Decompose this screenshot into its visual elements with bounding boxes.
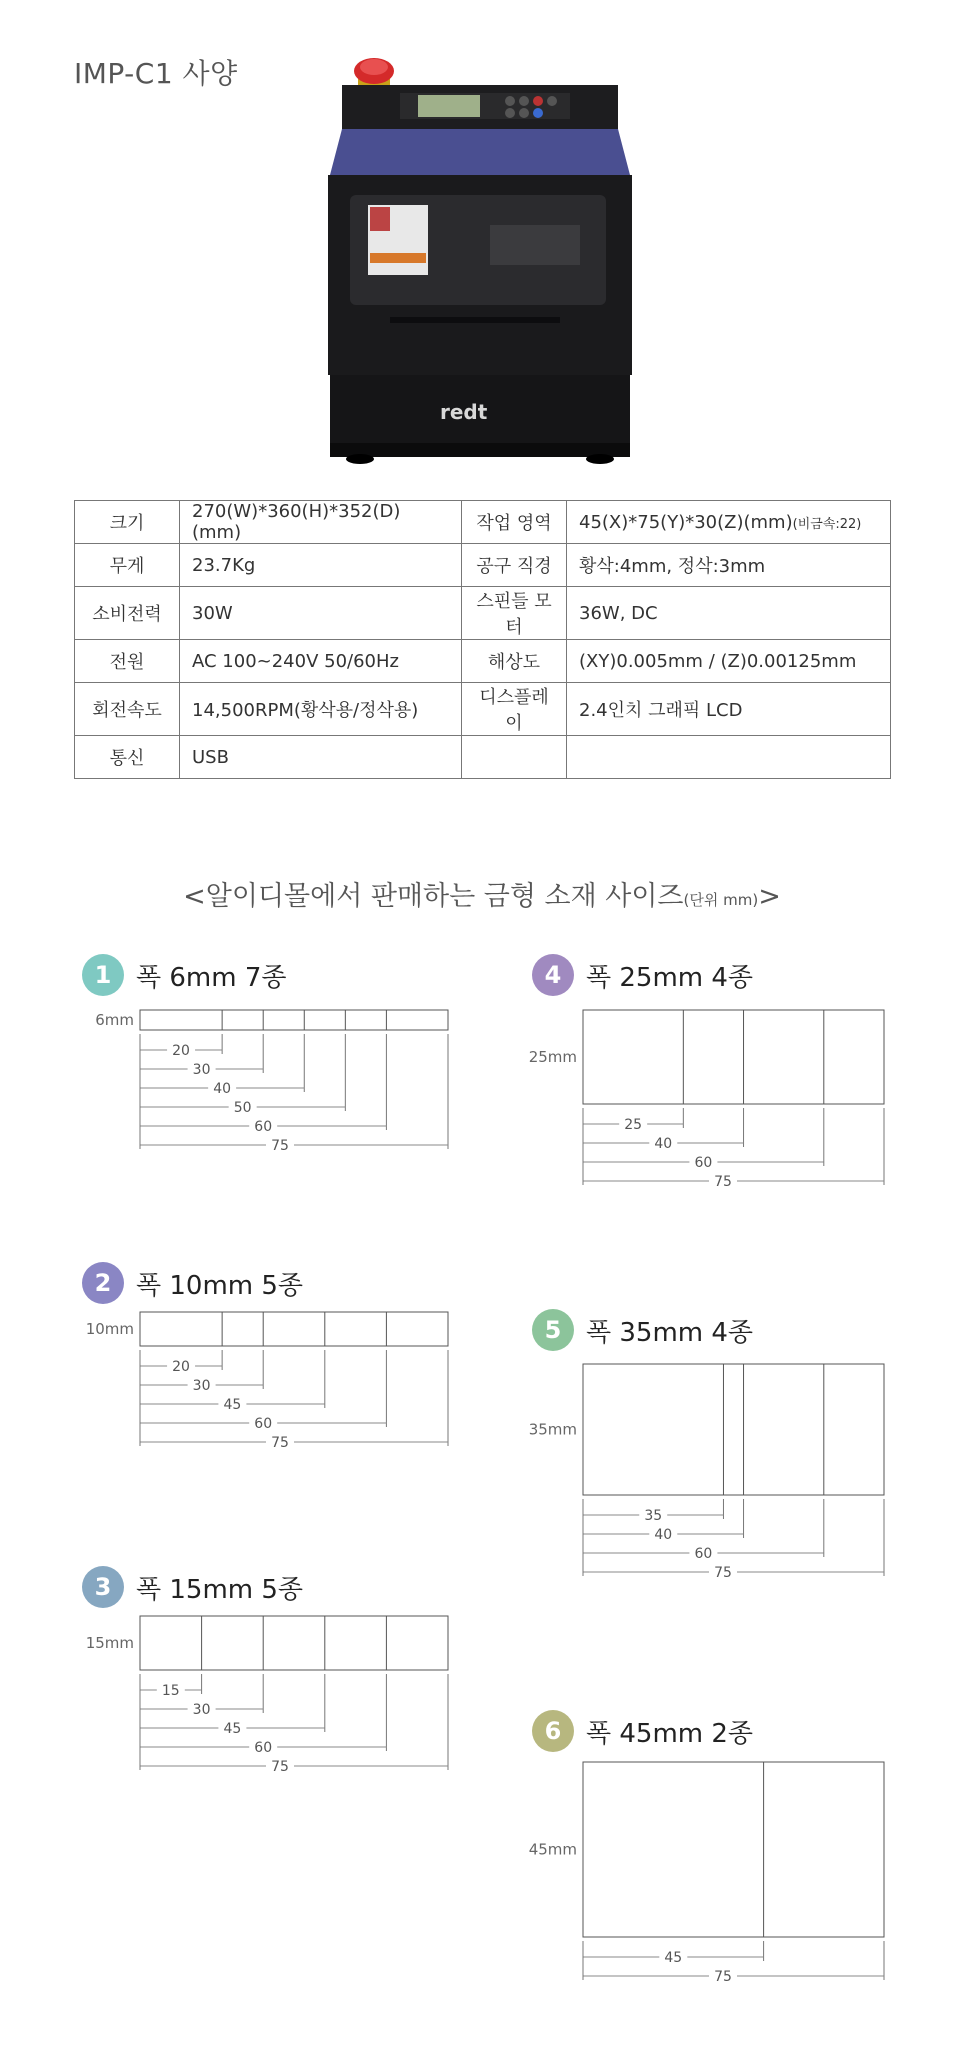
section-1-label: 폭 6mm 7종 bbox=[136, 962, 287, 993]
dimension-label: 15 bbox=[161, 1683, 180, 1699]
spec-text: 45(X)*75(Y)*30(Z)(mm) bbox=[579, 511, 793, 533]
spec-text: 36W, DC bbox=[579, 602, 658, 624]
spec-text: 전원 bbox=[109, 652, 145, 673]
material-block bbox=[583, 1010, 884, 1104]
dimension-label: 75 bbox=[714, 1174, 732, 1190]
section-3-badge: 3 bbox=[82, 1566, 124, 1608]
dimension-label: 60 bbox=[254, 1119, 273, 1135]
dimension-label: 40 bbox=[654, 1527, 673, 1543]
spec-text: 30W bbox=[192, 602, 233, 624]
dimension-label: 30 bbox=[192, 1702, 211, 1718]
dimension-label: 75 bbox=[271, 1138, 289, 1154]
spec-text: 통신 bbox=[109, 748, 145, 769]
spec-text: 23.7Kg bbox=[192, 554, 256, 576]
spec-text: 크기 bbox=[109, 513, 145, 534]
section-6-badge: 6 bbox=[532, 1710, 574, 1752]
dimension-label: 30 bbox=[192, 1378, 211, 1394]
dimension-label: 50 bbox=[233, 1100, 252, 1116]
height-label: 35mm bbox=[528, 1420, 577, 1439]
section-5-label: 폭 35mm 4종 bbox=[586, 1317, 754, 1348]
material-block bbox=[583, 1364, 884, 1495]
section-4-badge: 4 bbox=[532, 954, 574, 996]
spec-text: 회전속도 bbox=[92, 700, 162, 721]
spec-note: (비금속:22) bbox=[792, 516, 862, 532]
section-5-badge: 5 bbox=[532, 1309, 574, 1351]
dimension-label: 25 bbox=[624, 1117, 643, 1133]
material-block bbox=[140, 1312, 448, 1346]
spec-text: USB bbox=[192, 746, 229, 768]
dimension-label: 40 bbox=[213, 1081, 232, 1097]
page-title: IMP-C1 사양 bbox=[74, 57, 238, 90]
section-4-label: 폭 25mm 4종 bbox=[586, 962, 754, 993]
spec-text: 2.4인치 그래픽 LCD bbox=[579, 700, 743, 721]
height-label: 15mm bbox=[85, 1634, 134, 1652]
spec-text: 황삭:4mm, 정삭:3mm bbox=[579, 556, 766, 577]
dimension-label: 45 bbox=[664, 1950, 683, 1966]
dimension-label: 20 bbox=[172, 1043, 190, 1059]
height-label: 45mm bbox=[528, 1840, 577, 1859]
spec-text: 무게 bbox=[109, 556, 145, 577]
dimension-label: 45 bbox=[223, 1397, 242, 1413]
spec-text: 14,500RPM(황삭용/정삭용) bbox=[192, 700, 419, 721]
spec-text: AC 100~240V 50/60Hz bbox=[192, 650, 399, 672]
spec-text: (XY)0.005mm / (Z)0.00125mm bbox=[579, 650, 857, 672]
dimension-label: 40 bbox=[654, 1136, 673, 1152]
dimension-label: 75 bbox=[271, 1759, 289, 1775]
spec-text: 소비전력 bbox=[92, 604, 162, 625]
dimension-label: 75 bbox=[714, 1565, 732, 1581]
height-label: 25mm bbox=[528, 1048, 577, 1066]
spec-text: 스핀들 모터 bbox=[476, 591, 552, 638]
dimension-label: 60 bbox=[694, 1155, 713, 1171]
section-3-label: 폭 15mm 5종 bbox=[136, 1574, 304, 1605]
material-block bbox=[140, 1616, 448, 1670]
dimension-label: 75 bbox=[714, 1969, 732, 1985]
section-2-label: 폭 10mm 5종 bbox=[136, 1270, 304, 1301]
dimension-label: 20 bbox=[172, 1359, 190, 1375]
heading-unit: (단위 mm) bbox=[683, 891, 759, 909]
dimension-label: 30 bbox=[192, 1062, 211, 1078]
section-6-label: 폭 45mm 2종 bbox=[586, 1718, 754, 1749]
material-block bbox=[583, 1762, 884, 1937]
heading-text: <알이디몰에서 판매하는 금형 소재 사이즈 bbox=[183, 881, 684, 912]
spec-text: 해상도 bbox=[487, 652, 541, 673]
spec-text: 270(W)*360(H)*352(D)(mm) bbox=[192, 501, 401, 543]
dimension-label: 60 bbox=[254, 1416, 273, 1432]
machine-logo: redt bbox=[440, 400, 488, 424]
dimension-label: 60 bbox=[254, 1740, 273, 1756]
heading-close: > bbox=[758, 881, 781, 912]
section-2-badge: 2 bbox=[82, 1262, 124, 1304]
spec-text: 공구 직경 bbox=[476, 556, 552, 577]
spec-text: 디스플레이 bbox=[479, 687, 549, 734]
section-1-badge: 1 bbox=[82, 954, 124, 996]
height-label: 6mm bbox=[95, 1011, 134, 1029]
dimension-label: 45 bbox=[223, 1721, 242, 1737]
height-label: 10mm bbox=[85, 1320, 134, 1338]
material-block bbox=[140, 1010, 448, 1030]
dimension-label: 35 bbox=[644, 1508, 663, 1524]
dimension-label: 75 bbox=[271, 1435, 289, 1451]
spec-text: 작업 영역 bbox=[476, 513, 552, 534]
dimension-label: 60 bbox=[694, 1546, 713, 1562]
